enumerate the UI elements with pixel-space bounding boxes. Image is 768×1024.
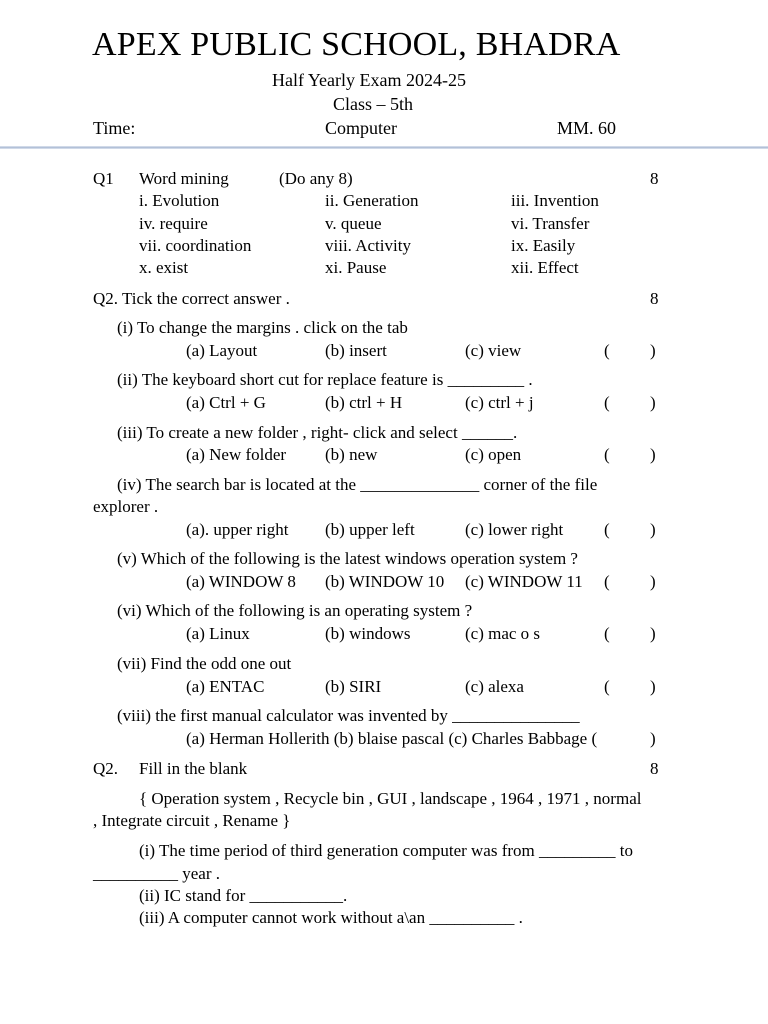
max-marks: MM. 60: [557, 118, 617, 138]
mcq-option: (b) windows: [325, 624, 411, 643]
answer-bracket-close: ): [650, 677, 656, 696]
answer-bracket-open: (: [604, 393, 610, 412]
answer-bracket-open: (: [604, 445, 610, 464]
q1-number: Q1: [93, 169, 114, 188]
answer-bracket-open: (: [604, 341, 610, 360]
time-label: Time:: [93, 118, 136, 138]
word-item: ii. Generation: [325, 191, 419, 210]
word-item: viii. Activity: [325, 236, 411, 255]
fill-blank-item: (i) The time period of third generation computer was from _________ to: [139, 841, 633, 860]
header-divider: [0, 146, 768, 149]
q1-title: Word mining: [139, 169, 229, 188]
word-item: vi. Transfer: [511, 214, 590, 233]
fill-blank-item: (iii) A computer cannot work without a\an __________ .: [139, 908, 523, 927]
mcq-option: (a) New folder: [186, 445, 287, 464]
q1-note: (Do any 8): [279, 169, 353, 188]
mcq-option: (c) mac o s: [465, 624, 541, 643]
mcq-option: (c) ctrl + j: [465, 393, 534, 412]
answer-bracket-close: ): [650, 445, 656, 464]
word-item: ix. Easily: [511, 236, 576, 255]
word-item: i. Evolution: [139, 191, 220, 210]
answer-bracket-open: (: [604, 624, 610, 643]
word-item: xii. Effect: [511, 258, 579, 277]
mcq-question: (iv) The search bar is located at the ______________ corner of the file: [117, 475, 598, 494]
q2-marks: 8: [650, 289, 659, 308]
answer-bracket-close: ): [650, 520, 656, 539]
exam-title: Half Yearly Exam 2024-25: [272, 70, 466, 90]
mcq-option: (b) upper left: [325, 520, 415, 539]
mcq-option: (b) WINDOW 10: [325, 572, 445, 591]
word-bank-continued: , Integrate circuit , Rename }: [93, 811, 291, 830]
word-item: vii. coordination: [139, 236, 252, 255]
q1-marks: 8: [650, 169, 659, 188]
mcq-option: (a) ENTAC: [186, 677, 265, 696]
mcq-question: (viii) the first manual calculator was invented by _______________: [117, 706, 580, 725]
fill-blank-item: (ii) IC stand for ___________.: [139, 886, 348, 905]
mcq-option: (c) WINDOW 11: [465, 572, 583, 591]
mcq-option: (b) ctrl + H: [325, 393, 403, 412]
mcq-question: (ii) The keyboard short cut for replace feature is _________ .: [117, 370, 533, 389]
mcq-option: (a) Ctrl + G: [186, 393, 266, 412]
answer-bracket-close: ): [650, 341, 656, 360]
q3-number: Q2.: [93, 759, 119, 778]
mcq-options-line: (a) Herman Hollerith (b) blaise pascal (c) Charles Babbage (: [186, 729, 598, 748]
mcq-question: (iii) To create a new folder , right- click and select ______.: [117, 423, 518, 442]
mcq-option: (a). upper right: [186, 520, 289, 539]
mcq-option: (b) insert: [325, 341, 387, 360]
answer-bracket-open: (: [604, 520, 610, 539]
word-item: x. exist: [139, 258, 189, 277]
mcq-option: (c) open: [465, 445, 522, 464]
mcq-question: (vii) Find the odd one out: [117, 654, 292, 673]
answer-bracket-close: ): [650, 624, 656, 643]
word-item: v. queue: [325, 214, 382, 233]
word-item: iii. Invention: [511, 191, 599, 210]
answer-bracket-open: (: [604, 677, 610, 696]
mcq-question-continued: explorer .: [93, 497, 159, 516]
mcq-option: (c) view: [465, 341, 522, 360]
mcq-option: (a) Linux: [186, 624, 250, 643]
school-name: APEX PUBLIC SCHOOL, BHADRA: [92, 26, 621, 63]
class-label: Class – 5th: [333, 94, 414, 114]
answer-bracket-close: ): [650, 729, 656, 748]
q3-title: Fill in the blank: [139, 759, 248, 778]
mcq-option: (b) new: [325, 445, 378, 464]
fill-blank-item-continued: __________ year .: [93, 864, 221, 883]
answer-bracket-close: ): [650, 393, 656, 412]
q2-title: Q2. Tick the correct answer .: [93, 289, 290, 308]
mcq-option: (a) Layout: [186, 341, 258, 360]
mcq-question: (v) Which of the following is the latest windows operation system ?: [117, 549, 578, 568]
answer-bracket-open: (: [604, 572, 610, 591]
word-item: iv. require: [139, 214, 208, 233]
mcq-option: (c) lower right: [465, 520, 564, 539]
answer-bracket-close: ): [650, 572, 656, 591]
mcq-option: (b) SIRI: [325, 677, 382, 696]
mcq-option: (c) alexa: [465, 677, 524, 696]
subject-label: Computer: [325, 118, 397, 138]
word-item: xi. Pause: [325, 258, 387, 277]
word-bank: { Operation system , Recycle bin , GUI , landscape , 1964 , 1971 , normal: [139, 789, 642, 808]
mcq-question: (vi) Which of the following is an operating system ?: [117, 601, 473, 620]
mcq-option: (a) WINDOW 8: [186, 572, 296, 591]
mcq-question: (i) To change the margins . click on the tab: [117, 318, 408, 337]
q3-marks: 8: [650, 759, 659, 778]
